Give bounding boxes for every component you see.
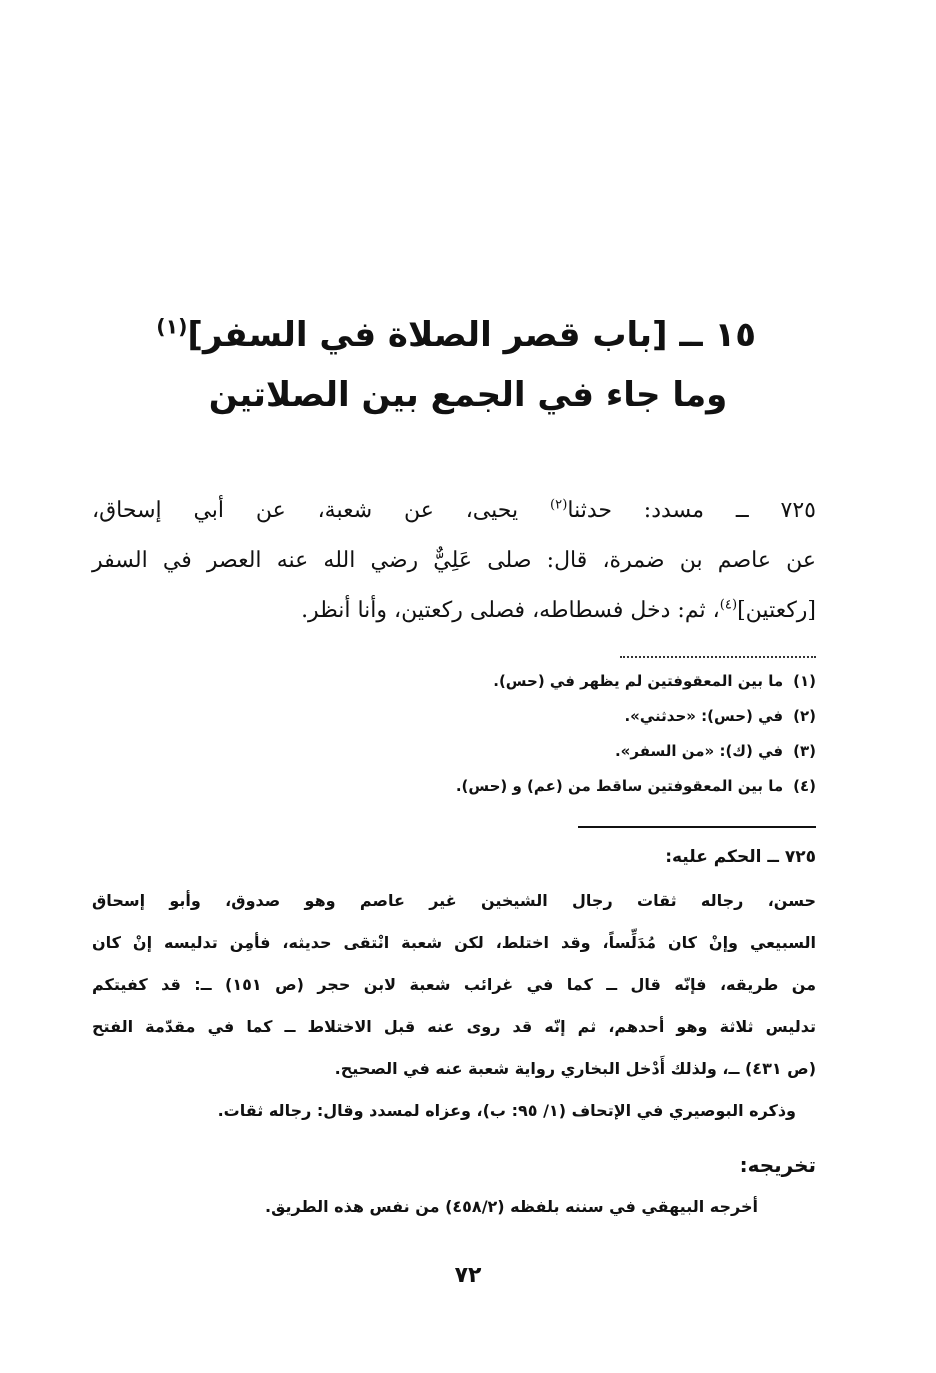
- footnotes-list: [216, 664, 816, 804]
- footnote-ref: (٤): [719, 597, 738, 613]
- footnote-text: ما بين المعقوفتين ساقط من (عم) و (حس).: [455, 777, 784, 795]
- ruling-body: [92, 880, 816, 1132]
- footnote-ref: (٢): [549, 497, 568, 513]
- footnote-item: [216, 664, 816, 699]
- hadith-line-3-start: [ركعتين]: [737, 598, 816, 623]
- footnote-number: (١): [793, 672, 816, 690]
- takhrij-text: أخرجه البيهقي في سننه بلفظه (٤٥٨/٢) من نفس هذه الطريق.: [265, 1197, 758, 1216]
- takhrij-heading: تخريجه:: [739, 1153, 816, 1177]
- page-number: ٧٢: [454, 1263, 482, 1288]
- footnote-number: (٢): [793, 707, 816, 725]
- ruling-heading: ٧٢٥ ــ الحكم عليه:: [665, 847, 816, 867]
- ruling-line: تدليس ثلاثة وهو أحدهم، ثم إنّه قد روى عنه قبل الاختلاط ــ كما في مقدّمة الفتح: [92, 1017, 816, 1036]
- chapter-title-line-2: وما جاء في الجمع بين الصلاتين: [208, 375, 728, 415]
- ruling-line: وذكره البوصيري في الإتحاف (١/ ٩٥: ب)، وعزاه لمسدد وقال: رجاله ثقات.: [217, 1101, 796, 1120]
- hadith-line-3-end: ، ثم: دخل فسطاطه، فصلى ركعتين، وأنا أنظر.: [301, 598, 720, 623]
- ruling-line: من طريقه، فإنّه قال ــ كما في غرائب شعبة لابن حجر (ص ١٥١) ــ: قد كفيتكم: [92, 975, 816, 994]
- chapter-title: [156, 305, 756, 425]
- footnote-text: في (حس): «حدثني».: [624, 707, 784, 725]
- ruling-line: حسن، رجاله ثقات رجال الشيخين غير عاصم وهو صدوق، وأبو إسحاق: [92, 891, 816, 910]
- hadith-text: [92, 486, 816, 636]
- hadith-line-1: [92, 486, 816, 536]
- footnote-separator: [620, 656, 816, 658]
- footnote-number: (٣): [793, 742, 816, 760]
- chapter-title-line-1: [156, 305, 756, 365]
- footnote-number: (٤): [793, 777, 816, 795]
- footnote-ref: (١): [156, 314, 188, 339]
- hadith-line-3: [92, 586, 816, 636]
- footnote-item: [216, 734, 816, 769]
- footnote-text: ما بين المعقوفتين لم يظهر في (حس).: [493, 672, 784, 690]
- footnote-item: [216, 699, 816, 734]
- footnote-text: في (ك): «من السفر».: [614, 742, 784, 760]
- hadith-line-1-start: ٧٢٥ ــ مسدد: حدثنا: [567, 498, 816, 523]
- section-separator: [578, 826, 816, 828]
- ruling-line: السبيعي وإنْ كان مُدَلِّساً، وقد اختلط، لكن شعبة انْتقى حديثه، فأمِن تدليسه إنْ كان: [92, 933, 816, 952]
- hadith-line-1-end: يحيى، عن شعبة، عن أبي إسحاق،: [92, 498, 550, 523]
- hadith-line-2: عن عاصم بن ضمرة، قال: صلى عَلِيٌّ رضي الله عنه العصر في السفر: [92, 548, 816, 573]
- ruling-line: (ص ٤٣١) ــ، ولذلك أَدْخل البخاري رواية شعبة عنه في الصحيح.: [334, 1059, 816, 1078]
- chapter-title-text: ١٥ ــ [باب قصر الصلاة في السفر]: [187, 315, 756, 355]
- footnote-item: [216, 769, 816, 804]
